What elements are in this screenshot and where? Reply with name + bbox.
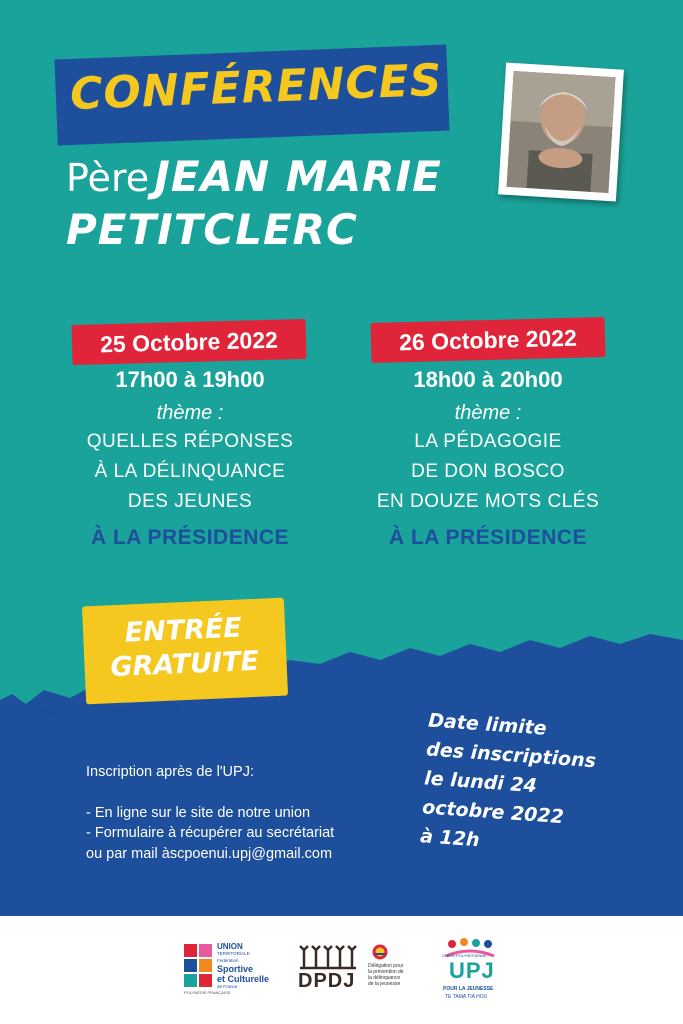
page-title: CONFÉRENCES	[69, 54, 444, 121]
deadline-line: des inscriptions	[425, 738, 597, 773]
dpdj-wordmark: DPDJ	[298, 970, 356, 992]
session-2-theme-label: thème :	[454, 402, 522, 424]
speaker-name	[66, 152, 506, 254]
ufsc-text: UNION	[217, 942, 243, 951]
free-entry-line1: ENTRÉE	[124, 612, 243, 649]
upj-logo	[440, 936, 500, 1004]
dpdj-caption-line: la prévention de	[368, 969, 404, 975]
upj-mark: UPJ	[449, 958, 495, 983]
session-1-time: 17h00 à 19h00	[115, 367, 265, 392]
session-2-date-badge: 26 Octobre 2022	[371, 317, 606, 363]
ufsc-text: TERRITORIALE	[217, 951, 250, 956]
upj-motto: TE TAMA TIA HOU	[445, 994, 488, 1000]
free-entry-line2: GRATUITE	[109, 645, 260, 684]
ufsc-text: Fédération	[217, 958, 239, 963]
dpdj-caption-line: de la jeunesse	[368, 981, 401, 987]
dpdj-caption-line: la délinquance	[368, 975, 401, 981]
deadline-line: le lundi 24	[423, 767, 538, 798]
ufsc-text: de France	[217, 984, 238, 989]
deadline-line: octobre 2022	[421, 796, 565, 829]
speaker-prefix: Père	[66, 156, 150, 200]
registration-line: ou par mail àscpoenui.upj@gmail.com	[86, 845, 333, 862]
ufsc-tagline: POLYNÉSIE FRANÇAISE	[184, 990, 231, 995]
dpdj-caption-line: Délégation pour	[368, 963, 404, 969]
speaker-photo	[507, 71, 616, 193]
registration-line: - En ligne sur le site de notre union	[86, 804, 311, 821]
session-1-topic-line: À LA DÉLINQUANCE	[94, 461, 286, 482]
free-entry-text	[85, 610, 284, 686]
polynesia-emblem-icon	[372, 944, 388, 960]
speaker-photo-frame	[498, 63, 624, 202]
session-2-topic-line: EN DOUZE MOTS CLÉS	[376, 491, 600, 512]
speaker-name-line1: JEAN MARIE	[154, 152, 442, 201]
session-1-topic-line: DES JEUNES	[127, 491, 253, 512]
dpdj-tree-icon	[298, 942, 358, 970]
ufsc-text: Sportive	[217, 964, 254, 974]
ufsc-logo	[184, 942, 272, 998]
session-2-topic-line: LA PÉDAGOGIE	[414, 431, 562, 452]
session-1-date-badge: 25 Octobre 2022	[72, 319, 307, 365]
dpdj-caption	[368, 963, 404, 987]
registration-deadline	[419, 707, 649, 867]
upj-top-text: UNION POLYNÉSIENNE	[442, 953, 487, 958]
deadline-line: à 12h	[419, 825, 481, 852]
session-2-time: 18h00 à 20h00	[413, 367, 563, 392]
ufsc-mark-icon	[184, 944, 214, 988]
session-1-place: À LA PRÉSIDENCE	[90, 526, 290, 549]
registration-info	[86, 762, 334, 864]
upj-sub: POUR LA JEUNESSE	[443, 986, 494, 992]
deadline-line: Date limite	[427, 709, 548, 740]
session-1	[40, 365, 340, 553]
registration-heading: Inscription après de l'UPJ:	[86, 764, 254, 780]
dpdj-logo	[296, 942, 426, 998]
session-1-topic-line: QUELLES RÉPONSES	[86, 431, 294, 452]
registration-line: - Formulaire à récupérer au secrétariat	[86, 825, 335, 841]
session-2-topic-line: DE DON BOSCO	[411, 461, 565, 482]
session-2	[338, 365, 638, 553]
speaker-name-line2: PETITCLERC	[66, 205, 358, 254]
session-2-place: À LA PRÉSIDENCE	[388, 526, 588, 549]
session-1-theme-label: thème :	[156, 402, 224, 424]
ufsc-text: et Culturelle	[217, 974, 270, 984]
